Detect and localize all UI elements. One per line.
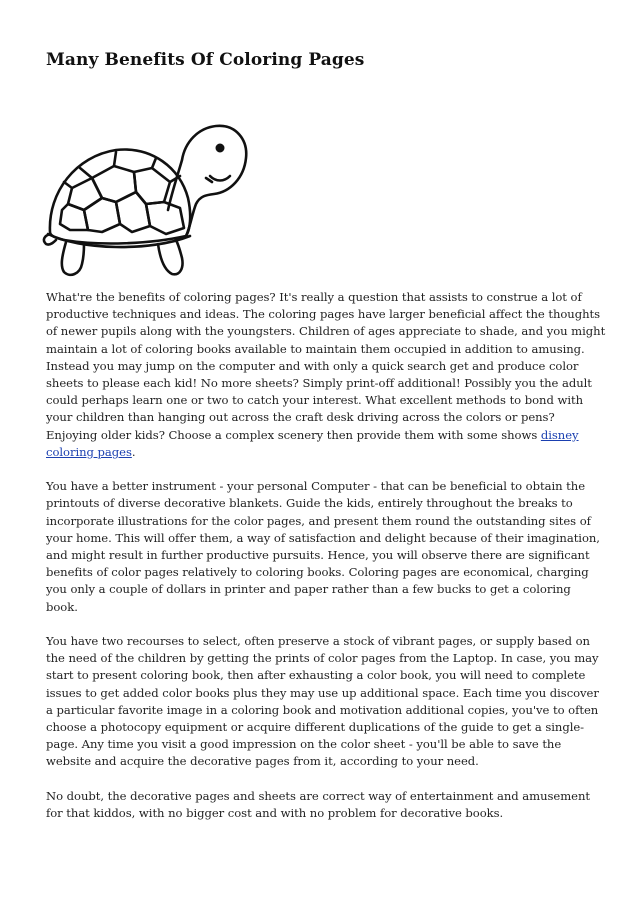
paragraph-1 bbox=[46, 289, 606, 461]
paragraph-1-text: What're the benefits of coloring pages? It's really a question that assists to construe a lot of productive techniques and ideas. The coloring pages have larger beneficial affect the thoughts of newer pupils along with the youngsters. Children of ages appreciate to shade, and you might maintain a lot of coloring books available to maintain them occupied in addition to amusing. Instead you may jump on the computer and with only a quick search get and produce color sheets to please each kid! No more sheets? Simply print-off additional! Possibly you the adult could perhaps learn one or two to catch your interest. What excellent methods to bond with your children than hanging out across the craft desk driving across the colors or pens? Enjoying older kids? Choose a complex scenery then provide them with some shows bbox=[46, 290, 606, 442]
article-body bbox=[46, 289, 606, 839]
turtle-icon bbox=[40, 112, 250, 280]
paragraph-3: You have two recourses to select, often preserve a stock of vibrant pages, or supply based on the need of the children by getting the prints of color pages from the Laptop. In case, you may start to present coloring book, then after exhausting a color book, you will need to complete issues to get added color books plus they may use up additional space. Each time you discover a particular favorite image in a coloring book and motivation additional copies, you've to often choose a photocopy equipment or acquire different duplications of the guide to get a single-page. Any time you visit a good impression on the color sheet - you'll be able to save the website and acquire the decorative pages from it, according to your need. bbox=[46, 634, 599, 769]
page-title: Many Benefits Of Coloring Pages bbox=[46, 50, 365, 70]
turtle-illustration bbox=[40, 112, 250, 280]
paragraph-4: No doubt, the decorative pages and sheets are correct way of entertainment and amusement for that kiddos, with no bigger cost and with no problem for decorative books. bbox=[46, 788, 590, 821]
disney-coloring-pages-link[interactable]: disney coloring pages bbox=[46, 427, 579, 459]
paragraph-1-end: . bbox=[131, 444, 136, 459]
paragraph-2: You have a better instrument - your personal Computer - that can be beneficial to obtain the printouts of diverse decorative blankets. Guide the kids, entirely throughout the breaks to incorporate illustrations for the color pages, and present them round the outstanding sites of your home. This will offer them, a way of satisfaction and delight because of their imagination, and might result in further productive pursuits. Hence, you will observe there are significant benefits of color pages relatively to coloring books. Coloring pages are economical, charging you only a couple of dollars in printer and paper rather than a few bucks to get a coloring book. bbox=[46, 479, 600, 614]
